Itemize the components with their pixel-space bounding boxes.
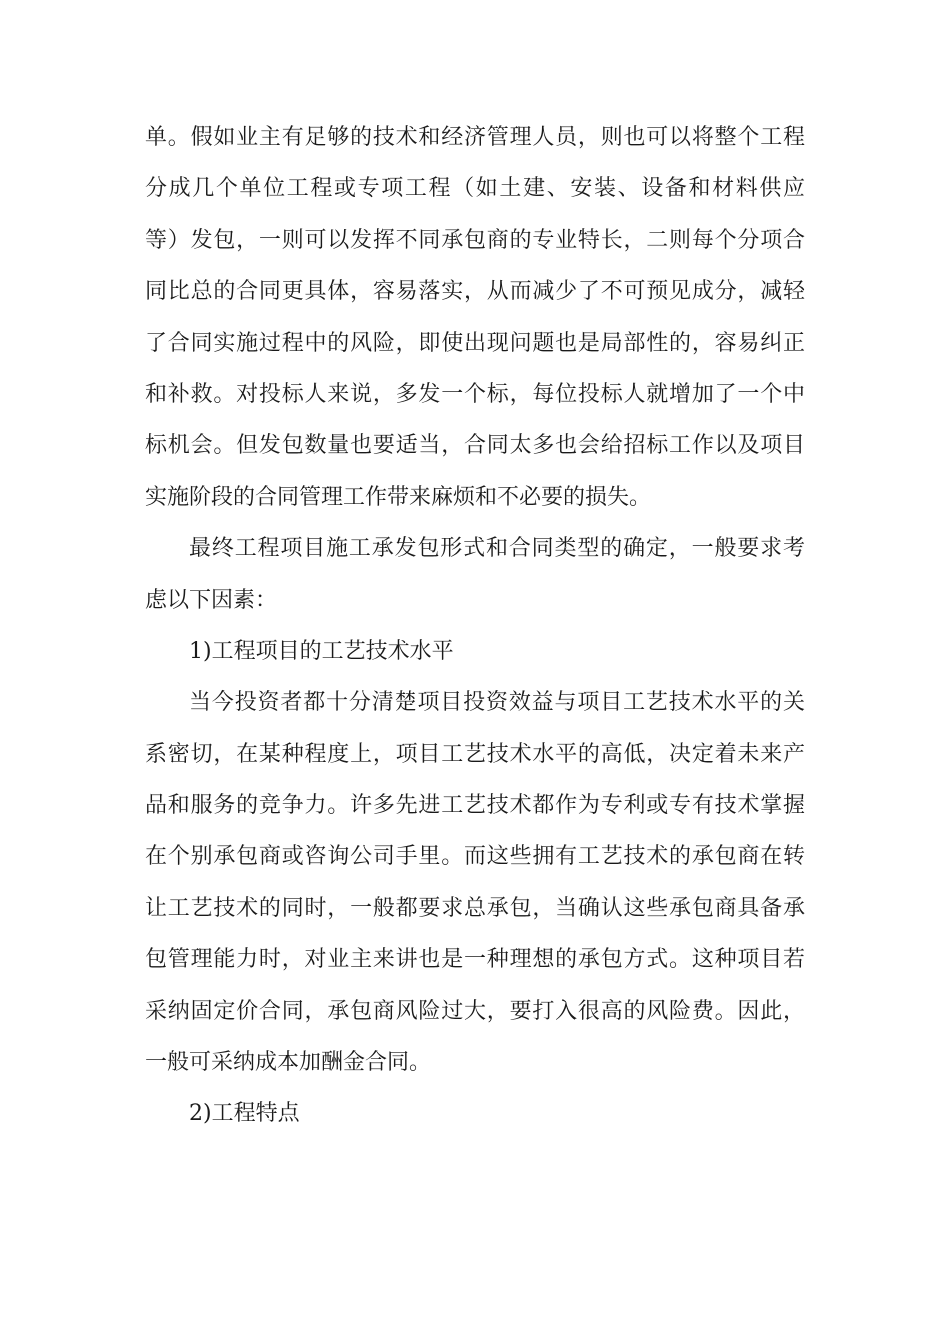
text-line: 在个别承包商或咨询公司手里。而这些拥有工艺技术的承包商在转 [145, 844, 805, 870]
text-line: 2)工程特点 [189, 1101, 300, 1127]
text-line: 和补救。对投标人来说，多发一个标，每位投标人就增加了一个中 [145, 381, 805, 407]
text-line: 最终工程项目施工承发包形式和合同类型的确定，一般要求考 [189, 536, 805, 562]
text-line: 同比总的合同更具体，容易落实，从而减少了不可预见成分，减轻 [145, 279, 805, 305]
text-line: 虑以下因素： [145, 587, 278, 613]
paragraph [145, 677, 805, 1088]
text-line: 系密切，在某种程度上，项目工艺技术水平的高低，决定着未来产 [145, 741, 805, 767]
text-line: 一般可采纳成本加酬金合同。 [145, 1050, 432, 1076]
text-line: 当今投资者都十分清楚项目投资效益与项目工艺技术水平的关 [189, 690, 805, 716]
text-line: 让工艺技术的同时，一般都要求总承包，当确认这些承包商具备承 [145, 895, 805, 921]
paragraph [145, 626, 805, 677]
text-line: 实施阶段的合同管理工作带来麻烦和不必要的损失。 [145, 484, 652, 510]
text-line: 采纳固定价合同，承包商风险过大，要打入很高的风险费。因此， [145, 998, 805, 1024]
document-body [145, 112, 805, 1140]
text-line: 分成几个单位工程或专项工程（如土建、安装、设备和材料供应 [145, 176, 805, 202]
text-line: 品和服务的竞争力。许多先进工艺技术都作为专利或专有技术掌握 [145, 793, 805, 819]
text-line: 等）发包，一则可以发挥不同承包商的专业特长，二则每个分项合 [145, 227, 805, 253]
paragraph [145, 523, 805, 626]
text-line: 包管理能力时，对业主来讲也是一种理想的承包方式。这种项目若 [145, 947, 805, 973]
text-line: 单。假如业主有足够的技术和经济管理人员，则也可以将整个工程 [145, 125, 805, 150]
paragraph [145, 1088, 805, 1139]
text-line: 1)工程项目的工艺技术水平 [189, 638, 454, 664]
paragraph [145, 112, 805, 523]
text-line: 标机会。但发包数量也要适当，合同太多也会给招标工作以及项目 [145, 433, 805, 459]
text-line: 了合同实施过程中的风险，即使出现问题也是局部性的，容易纠正 [145, 330, 805, 356]
